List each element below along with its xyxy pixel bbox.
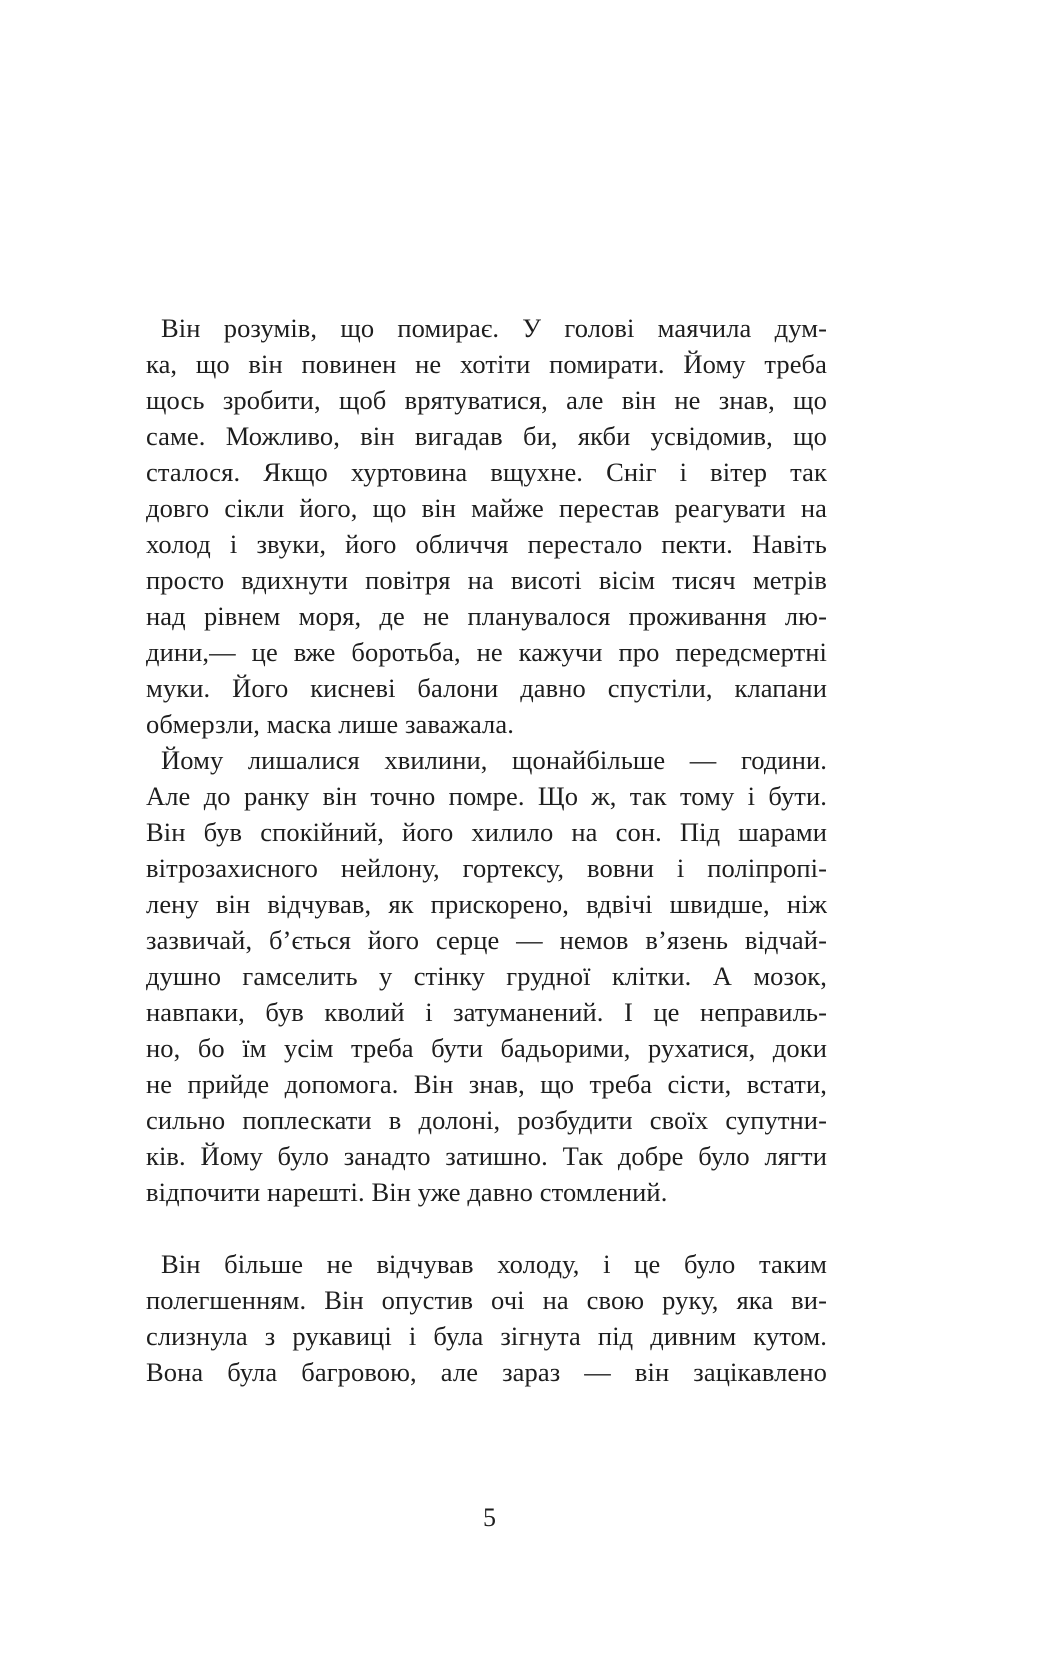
- text-line: слизнула з рукавиці і була зігнута під дивним кутом.: [146, 1321, 827, 1351]
- text-line: ків. Йому було занадто затишно. Так добре було лягти: [146, 1141, 827, 1171]
- text-line: лену він відчував, як прискорено, вдвічі швидше, ніж: [146, 889, 827, 919]
- text-line: Йому лишалися хвилини, щонайбільше — години.: [161, 745, 827, 775]
- text-line: муки. Його кисневі балони давно спустіли, клапани: [146, 673, 827, 703]
- text-line: сталося. Якщо хуртовина вщухне. Сніг і вітер так: [146, 457, 827, 487]
- body-text: [146, 310, 827, 1390]
- text-line: просто вдихнути повітря на висоті вісім тисяч метрів: [146, 565, 827, 595]
- text-line: обмерзли, маска лише заважала.: [146, 709, 514, 739]
- text-line: над рівнем моря, де не планувалося проживання лю-: [146, 601, 827, 631]
- text-line: щось зробити, щоб врятуватися, але він не знав, що: [146, 385, 827, 415]
- text-line: Вона була багровою, але зараз — він зацікавлено: [146, 1357, 827, 1387]
- text-line: но, бо їм усім треба бути бадьорими, рухатися, доки: [146, 1033, 827, 1063]
- text-line: Він більше не відчував холоду, і це було таким: [161, 1249, 827, 1279]
- text-line: зазвичай, б’ється його серце — немов в’язень відчай-: [146, 925, 827, 955]
- text-line: вітрозахисного нейлону, гортексу, вовни і поліпропі-: [146, 853, 827, 883]
- text-line: Він розумів, що помирає. У голові маячила дум-: [161, 313, 827, 343]
- text-line: сильно поплескати в долоні, розбудити своїх супутни-: [146, 1105, 827, 1135]
- paragraph-3: [146, 1246, 827, 1390]
- paragraph-2: [146, 742, 827, 1210]
- text-line: полегшенням. Він опустив очі на свою руку, яка ви-: [146, 1285, 827, 1315]
- text-line: холод і звуки, його обличчя перестало пекти. Навіть: [146, 529, 827, 559]
- text-line: не прийде допомога. Він знав, що треба сісти, встати,: [146, 1069, 827, 1099]
- text-line: саме. Можливо, він вигадав би, якби усвідомив, що: [146, 421, 827, 451]
- text-line: душно гамселить у стінку грудної клітки. А мозок,: [146, 961, 827, 991]
- page-number-label: 5: [483, 1503, 496, 1532]
- text-line: довго сікли його, що він майже перестав реагувати на: [146, 493, 827, 523]
- text-line: Він був спокійний, його хилило на сон. Під шарами: [146, 817, 827, 847]
- text-line: ка, що він повинен не хотіти помирати. Йому треба: [146, 349, 827, 379]
- text-line: дини,— це вже боротьба, не кажучи про передсмертні: [146, 637, 827, 667]
- section-break: [146, 1210, 827, 1246]
- text-line: навпаки, був кволий і затуманений. І це неправиль-: [146, 997, 827, 1027]
- text-line: відпочити нарешті. Він уже давно стомлений.: [146, 1177, 668, 1207]
- text-line: Але до ранку він точно помре. Що ж, так тому і бути.: [146, 781, 827, 811]
- paragraph-1: [146, 310, 827, 742]
- page-number: [0, 1500, 1063, 1536]
